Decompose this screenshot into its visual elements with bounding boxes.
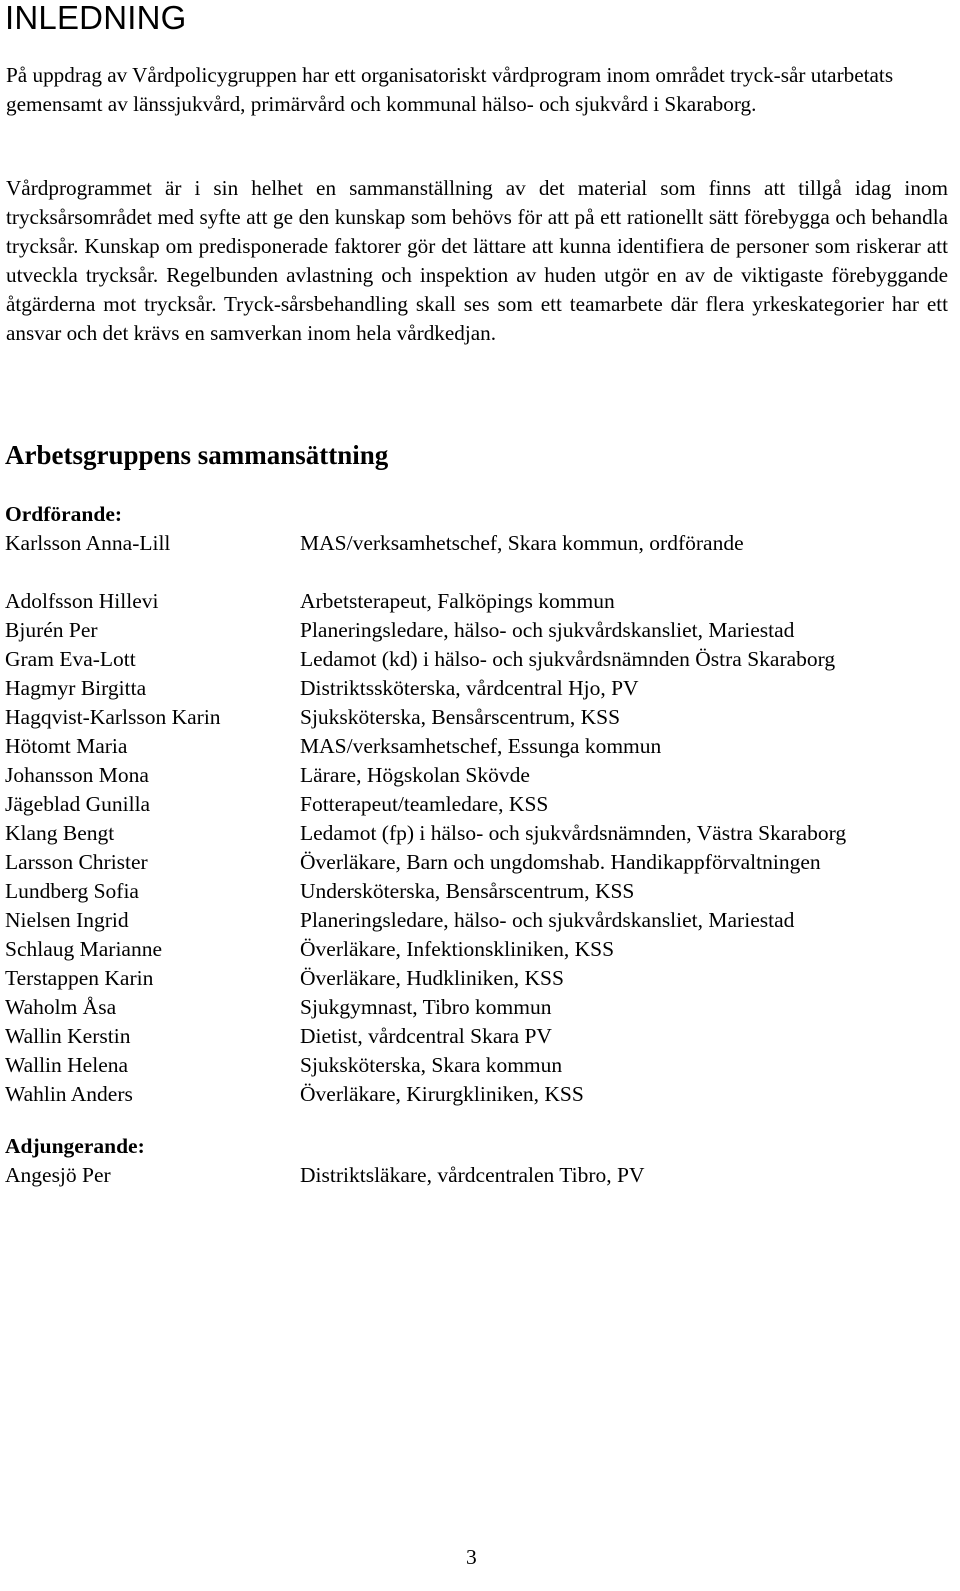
member-name: Wahlin Anders xyxy=(5,1082,133,1106)
section-title: Arbetsgruppens sammansättning xyxy=(5,440,389,470)
member-row xyxy=(0,906,960,935)
member-role: Överläkare, Hudkliniken, KSS xyxy=(300,966,564,990)
adjunct-row xyxy=(0,1161,960,1190)
member-name: Wallin Helena xyxy=(5,1053,129,1077)
member-row xyxy=(0,993,960,1022)
member-name: Johansson Mona xyxy=(5,763,149,787)
member-name: Lundberg Sofia xyxy=(5,879,139,903)
member-role: Överläkare, Infektionskliniken, KSS xyxy=(300,937,615,961)
member-name: Nielsen Ingrid xyxy=(5,908,129,932)
member-name: Adolfsson Hillevi xyxy=(5,589,159,613)
member-row xyxy=(0,761,960,790)
adjunct-label: Adjungerande: xyxy=(5,1134,145,1158)
member-name: Schlaug Marianne xyxy=(5,937,163,961)
member-row xyxy=(0,935,960,964)
member-role: Arbetsterapeut, Falköpings kommun xyxy=(300,589,615,613)
member-row xyxy=(0,964,960,993)
member-role: Överläkare, Kirurgkliniken, KSS xyxy=(300,1082,584,1106)
member-role: Planeringsledare, hälso- och sjukvårdskansliet, Mariestad xyxy=(300,618,795,642)
adjunct-name: Angesjö Per xyxy=(5,1163,111,1187)
member-row xyxy=(0,732,960,761)
member-role: Överläkare, Barn och ungdomshab. Handikappförvaltningen xyxy=(300,850,821,874)
member-row xyxy=(0,819,960,848)
member-row xyxy=(0,587,960,616)
member-row xyxy=(0,790,960,819)
chair-row xyxy=(0,529,960,558)
member-row xyxy=(0,1080,960,1109)
chair-label: Ordförande: xyxy=(5,502,123,526)
member-row xyxy=(0,1051,960,1080)
member-row xyxy=(0,645,960,674)
page-number: 3 xyxy=(466,1545,477,1569)
member-name: Bjurén Per xyxy=(5,618,98,642)
member-name: Wallin Kerstin xyxy=(5,1024,131,1048)
member-name: Waholm Åsa xyxy=(5,995,117,1019)
member-row xyxy=(0,703,960,732)
member-role: Lärare, Högskolan Skövde xyxy=(300,763,530,787)
member-role: Fotterapeut/teamledare, KSS xyxy=(300,792,549,816)
member-role: MAS/verksamhetschef, Essunga kommun xyxy=(300,734,662,758)
member-role: Ledamot (kd) i hälso- och sjukvårdsnämnden Östra Skaraborg xyxy=(300,647,836,671)
member-row xyxy=(0,1022,960,1051)
intro-paragraph-2: Vårdprogrammet är i sin helhet en sammanställning av det material som finns att tillgå idag inom trycksårsområdet med syfte att ge den kunskap som behövs för att på ett rationellt sätt förebygga och behandla trycksår. Kunskap om predisponerade faktorer gör det lättare att kunna identifiera de personer som riskerar att utveckla trycksår. Regelbunden avlastning och inspektion av huden utgör en av de viktigaste förebyggande åtgärderna mot trycksår. Tryck-sårsbehandling skall ses som ett teamarbete där flera yrkeskategorier har ett ansvar och det krävs en samverkan inom hela vårdkedjan. xyxy=(6,176,948,345)
adjunct-role: Distriktsläkare, vårdcentralen Tibro, PV xyxy=(300,1163,645,1187)
member-role: Undersköterska, Bensårscentrum, KSS xyxy=(300,879,635,903)
member-role: Distriktssköterska, vårdcentral Hjo, PV xyxy=(300,676,639,700)
member-name: Jägeblad Gunilla xyxy=(5,792,151,816)
member-name: Gram Eva-Lott xyxy=(5,647,136,671)
member-name: Hötomt Maria xyxy=(5,734,128,758)
member-name: Terstappen Karin xyxy=(5,966,154,990)
member-role: Sjuksköterska, Skara kommun xyxy=(300,1053,563,1077)
member-role: Planeringsledare, hälso- och sjukvårdskansliet, Mariestad xyxy=(300,908,795,932)
member-role: Sjuksköterska, Bensårscentrum, KSS xyxy=(300,705,621,729)
member-row xyxy=(0,848,960,877)
member-name: Hagqvist-Karlsson Karin xyxy=(5,705,221,729)
page-heading: INLEDNING xyxy=(5,0,187,36)
chair-role: MAS/verksamhetschef, Skara kommun, ordförande xyxy=(300,531,744,555)
member-row xyxy=(0,616,960,645)
member-row xyxy=(0,674,960,703)
member-name: Hagmyr Birgitta xyxy=(5,676,147,700)
intro-paragraph-1: På uppdrag av Vårdpolicygruppen har ett organisatoriskt vårdprogram inom området tryck-sår utarbetats gemensamt av länssjukvård, primärvård och kommunal hälso- och sjukvård i Skaraborg. xyxy=(6,63,894,116)
member-role: Dietist, vårdcentral Skara PV xyxy=(300,1024,552,1048)
member-role: Sjukgymnast, Tibro kommun xyxy=(300,995,552,1019)
chair-name: Karlsson Anna-Lill xyxy=(5,531,171,555)
member-list xyxy=(0,587,960,1109)
member-role: Ledamot (fp) i hälso- och sjukvårdsnämnden, Västra Skaraborg xyxy=(300,821,847,845)
member-row xyxy=(0,877,960,906)
member-name: Klang Bengt xyxy=(5,821,115,845)
member-name: Larsson Christer xyxy=(5,850,148,874)
